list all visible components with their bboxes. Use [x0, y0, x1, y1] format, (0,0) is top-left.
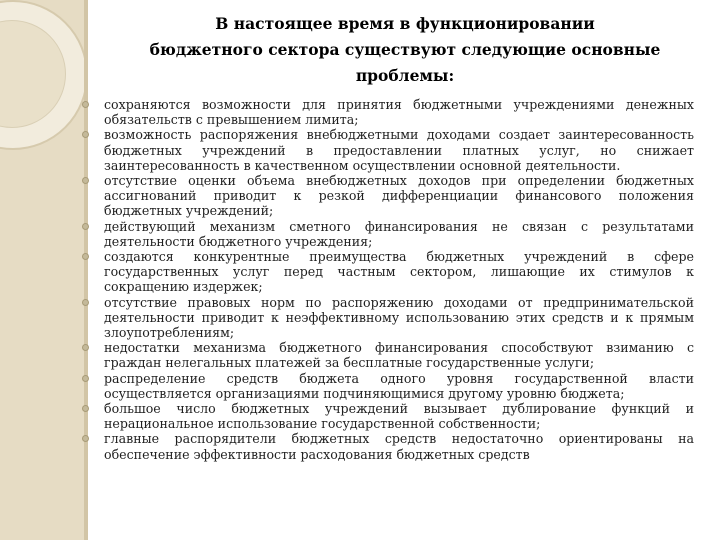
- bullet-icon: [82, 101, 89, 108]
- list-item: [80, 431, 694, 461]
- bullet-icon: [82, 375, 89, 382]
- bullet-icon: [82, 131, 89, 138]
- bullet-icon: [82, 435, 89, 442]
- bullet-icon: [82, 223, 89, 230]
- list-item-text: главные распорядители бюджетных средств недостаточно ориентированы на обеспечение эффективности расходования бюджетных средств: [104, 431, 694, 462]
- list-item-text: отсутствие правовых норм по распоряжению доходами от предпринимательской деятельности приводит к неэффективному использованию этих средств и к прямым злоупотреблениям;: [104, 294, 694, 341]
- title-line: В настоящее время в функционировании: [215, 14, 595, 33]
- list-item: [80, 295, 694, 341]
- list-item: [80, 371, 694, 401]
- list-item-text: создаются конкурентные преимущества бюджетных учреждений в сфере государственных услуг перед частным сектором, лишающие их стимулов к сокращению издержек;: [104, 249, 694, 295]
- bullet-icon: [82, 253, 89, 260]
- list-item-text: сохраняются возможности для принятия бюджетными учреждениями денежных обязательств с превышением лимита;: [104, 97, 694, 128]
- list-item-text: большое число бюджетных учреждений вызывает дублирование функций и нерациональное использование государственной собственности;: [104, 401, 694, 432]
- list-item: [80, 249, 694, 295]
- title-line: бюджетного сектора существуют следующие основные: [149, 40, 661, 59]
- decorative-side-band: [0, 0, 84, 540]
- title-line: проблемы:: [355, 66, 455, 85]
- list-item-text: распределение средств бюджета одного уровня государственной власти осуществляется организациями подчиняющимися другому уровню бюджета;: [104, 370, 694, 401]
- list-item: [80, 401, 694, 431]
- bullet-icon: [82, 405, 89, 412]
- list-item: [80, 219, 694, 249]
- list-item-text: возможность распоряжения внебюджетными доходами создает заинтересованность бюджетных учреждений в предоставлении платных услуг, но снижает заинтересованность в качественном осуществлении основной деятельности.: [104, 127, 694, 173]
- problems-list: [80, 97, 694, 462]
- list-item: [80, 340, 694, 370]
- bullet-icon: [82, 177, 89, 184]
- list-item: [80, 97, 694, 127]
- list-item: [80, 173, 694, 219]
- list-item-text: недостатки механизма бюджетного финансирования способствуют взиманию с граждан нелегальных платежей за бесплатные государственные услуги;: [104, 340, 694, 371]
- list-item-text: действующий механизм сметного финансирования не связан с результатами деятельности бюджетного учреждения;: [104, 218, 694, 249]
- list-item-text: отсутствие оценки объема внебюджетных доходов при определении бюджетных ассигнований приводит к резкой дифференциации финансового положения бюджетных учреждений;: [104, 173, 694, 219]
- slide-title: [100, 11, 710, 89]
- bullet-icon: [82, 299, 89, 306]
- bullet-icon: [82, 344, 89, 351]
- list-item: [80, 127, 694, 173]
